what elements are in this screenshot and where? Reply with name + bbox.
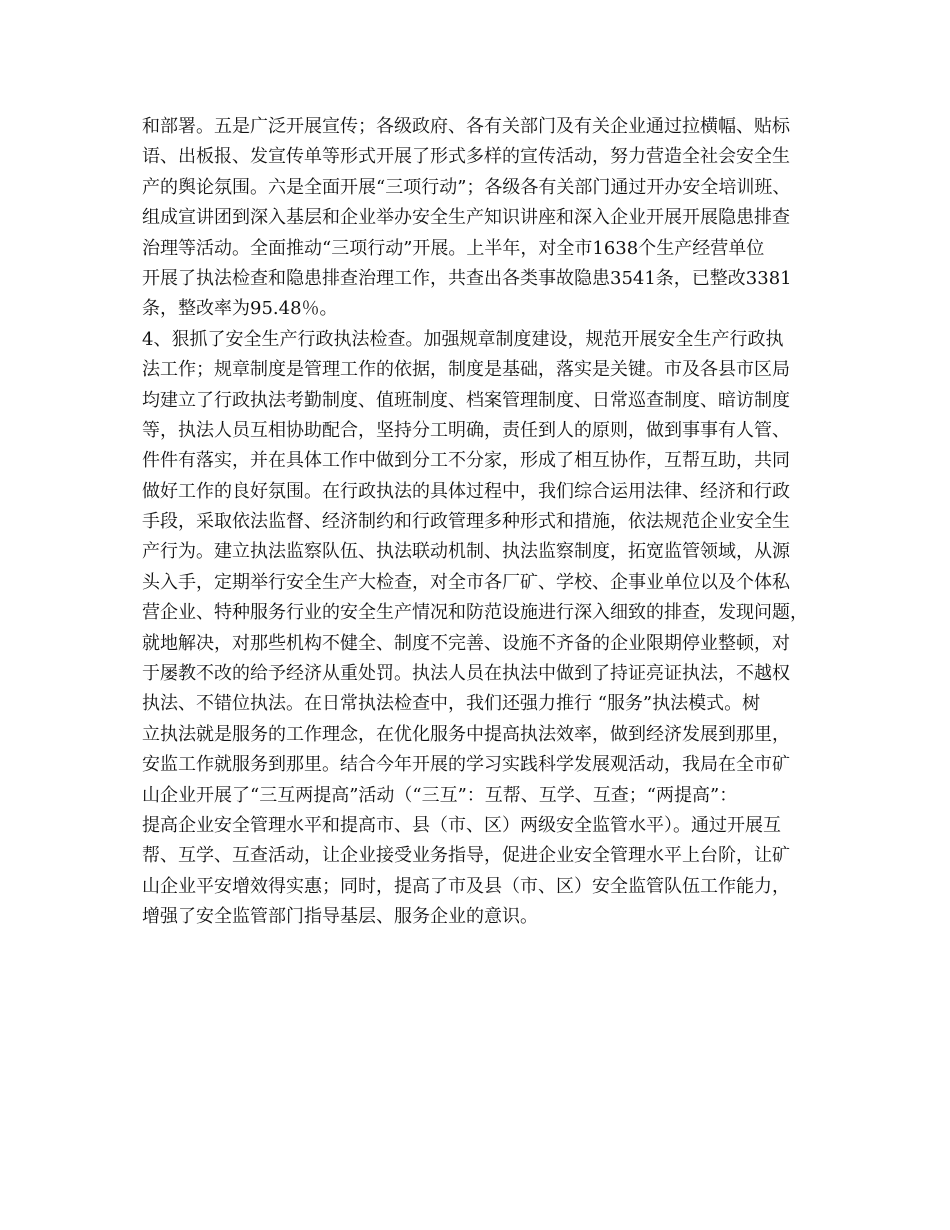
text-line: 产的舆论氛围。六是全面开展“三项行动”；各级各有关部门通过开办安全培训班、 bbox=[142, 176, 791, 198]
text-line: 等，执法人员互相协助配合，坚持分工明确，责任到人的原则，做到事事有人管、 bbox=[142, 419, 790, 441]
text-line: 帮、互学、互查活动，让企业接受业务指导，促进企业安全管理水平上台阶，让矿 bbox=[142, 845, 790, 867]
text-line: 立执法就是服务的工作理念，在优化服务中提高执法效率，做到经济发展到那里， bbox=[142, 723, 790, 745]
text-line: 开展了执法检查和隐患排查治理工作，共查出各类事故隐患3541条，已整改3381 bbox=[142, 267, 792, 289]
text-line: 手段，采取依法监督、经济制约和行政管理多种形式和措施，依法规范企业安全生 bbox=[142, 511, 790, 533]
text-line: 组成宣讲团到深入基层和企业举办安全生产知识讲座和深入企业开展开展隐患排查 bbox=[142, 207, 790, 229]
text-line: 头入手，定期举行安全生产大检查，对全市各厂矿、学校、企事业单位以及个体私 bbox=[142, 571, 790, 593]
text-line: 营企业、特种服务行业的安全生产情况和防范设施进行深入细致的排查，发现问题， bbox=[142, 602, 808, 624]
text-line: 法工作；规章制度是管理工作的依据，制度是基础，落实是关键。市及各县市区局 bbox=[142, 359, 790, 381]
text-line: 执法、不错位执法。在日常执法检查中，我们还强力推行 “服务”执法模式。树 bbox=[142, 693, 761, 715]
text-line: 就地解决，对那些机构不健全、制度不完善、设施不齐备的企业限期停业整顿，对 bbox=[142, 632, 790, 654]
text-line: 增强了安全监管部门指导基层、服务企业的意识。 bbox=[142, 906, 538, 928]
text-line: 山企业平安增效得实惠；同时，提高了市及县（市、区）安全监管队伍工作能力， bbox=[142, 875, 790, 897]
text-line: 做好工作的良好氛围。在行政执法的具体过程中，我们综合运用法律、经济和行政 bbox=[142, 480, 790, 502]
text-line: 于屡教不改的给予经济从重处罚。执法人员在执法中做到了持证亮证执法，不越权 bbox=[142, 663, 790, 685]
text-line: 治理等活动。全面推动“三项行动”开展。上半年，对全市1638个生产经营单位 bbox=[142, 237, 765, 259]
text-line: 条，整改率为95.48％。 bbox=[142, 298, 338, 320]
text-line: 件件有落实，并在具体工作中做到分工不分家，形成了相互协作，互帮互助，共同 bbox=[142, 450, 790, 472]
text-line: 产行为。建立执法监察队伍、执法联动机制、执法监察制度，拓宽监管领域，从源 bbox=[142, 541, 790, 563]
section-heading-line: 4、狠抓了安全生产行政执法检查。加强规章制度建设，规范开展安全生产行政执 bbox=[142, 328, 784, 350]
body-text bbox=[142, 112, 842, 933]
text-line: 均建立了行政执法考勤制度、值班制度、档案管理制度、日常巡查制度、暗访制度 bbox=[142, 389, 790, 411]
text-line: 和部署。五是广泛开展宣传；各级政府、各有关部门及有关企业通过拉横幅、贴标 bbox=[142, 116, 790, 137]
text-line: 提高企业安全管理水平和提高市、县（市、区）两级安全监管水平）。通过开展互 bbox=[142, 814, 781, 836]
text-line: 山企业开展了“三互两提高”活动（“三互”：互帮、互学、互查；“两提高”： bbox=[142, 784, 738, 806]
text-line: 语、出板报、发宣传单等形式开展了形式多样的宣传活动，努力营造全社会安全生 bbox=[142, 146, 790, 168]
text-line: 安监工作就服务到那里。结合今年开展的学习实践科学发展观活动，我局在全市矿 bbox=[142, 754, 790, 776]
